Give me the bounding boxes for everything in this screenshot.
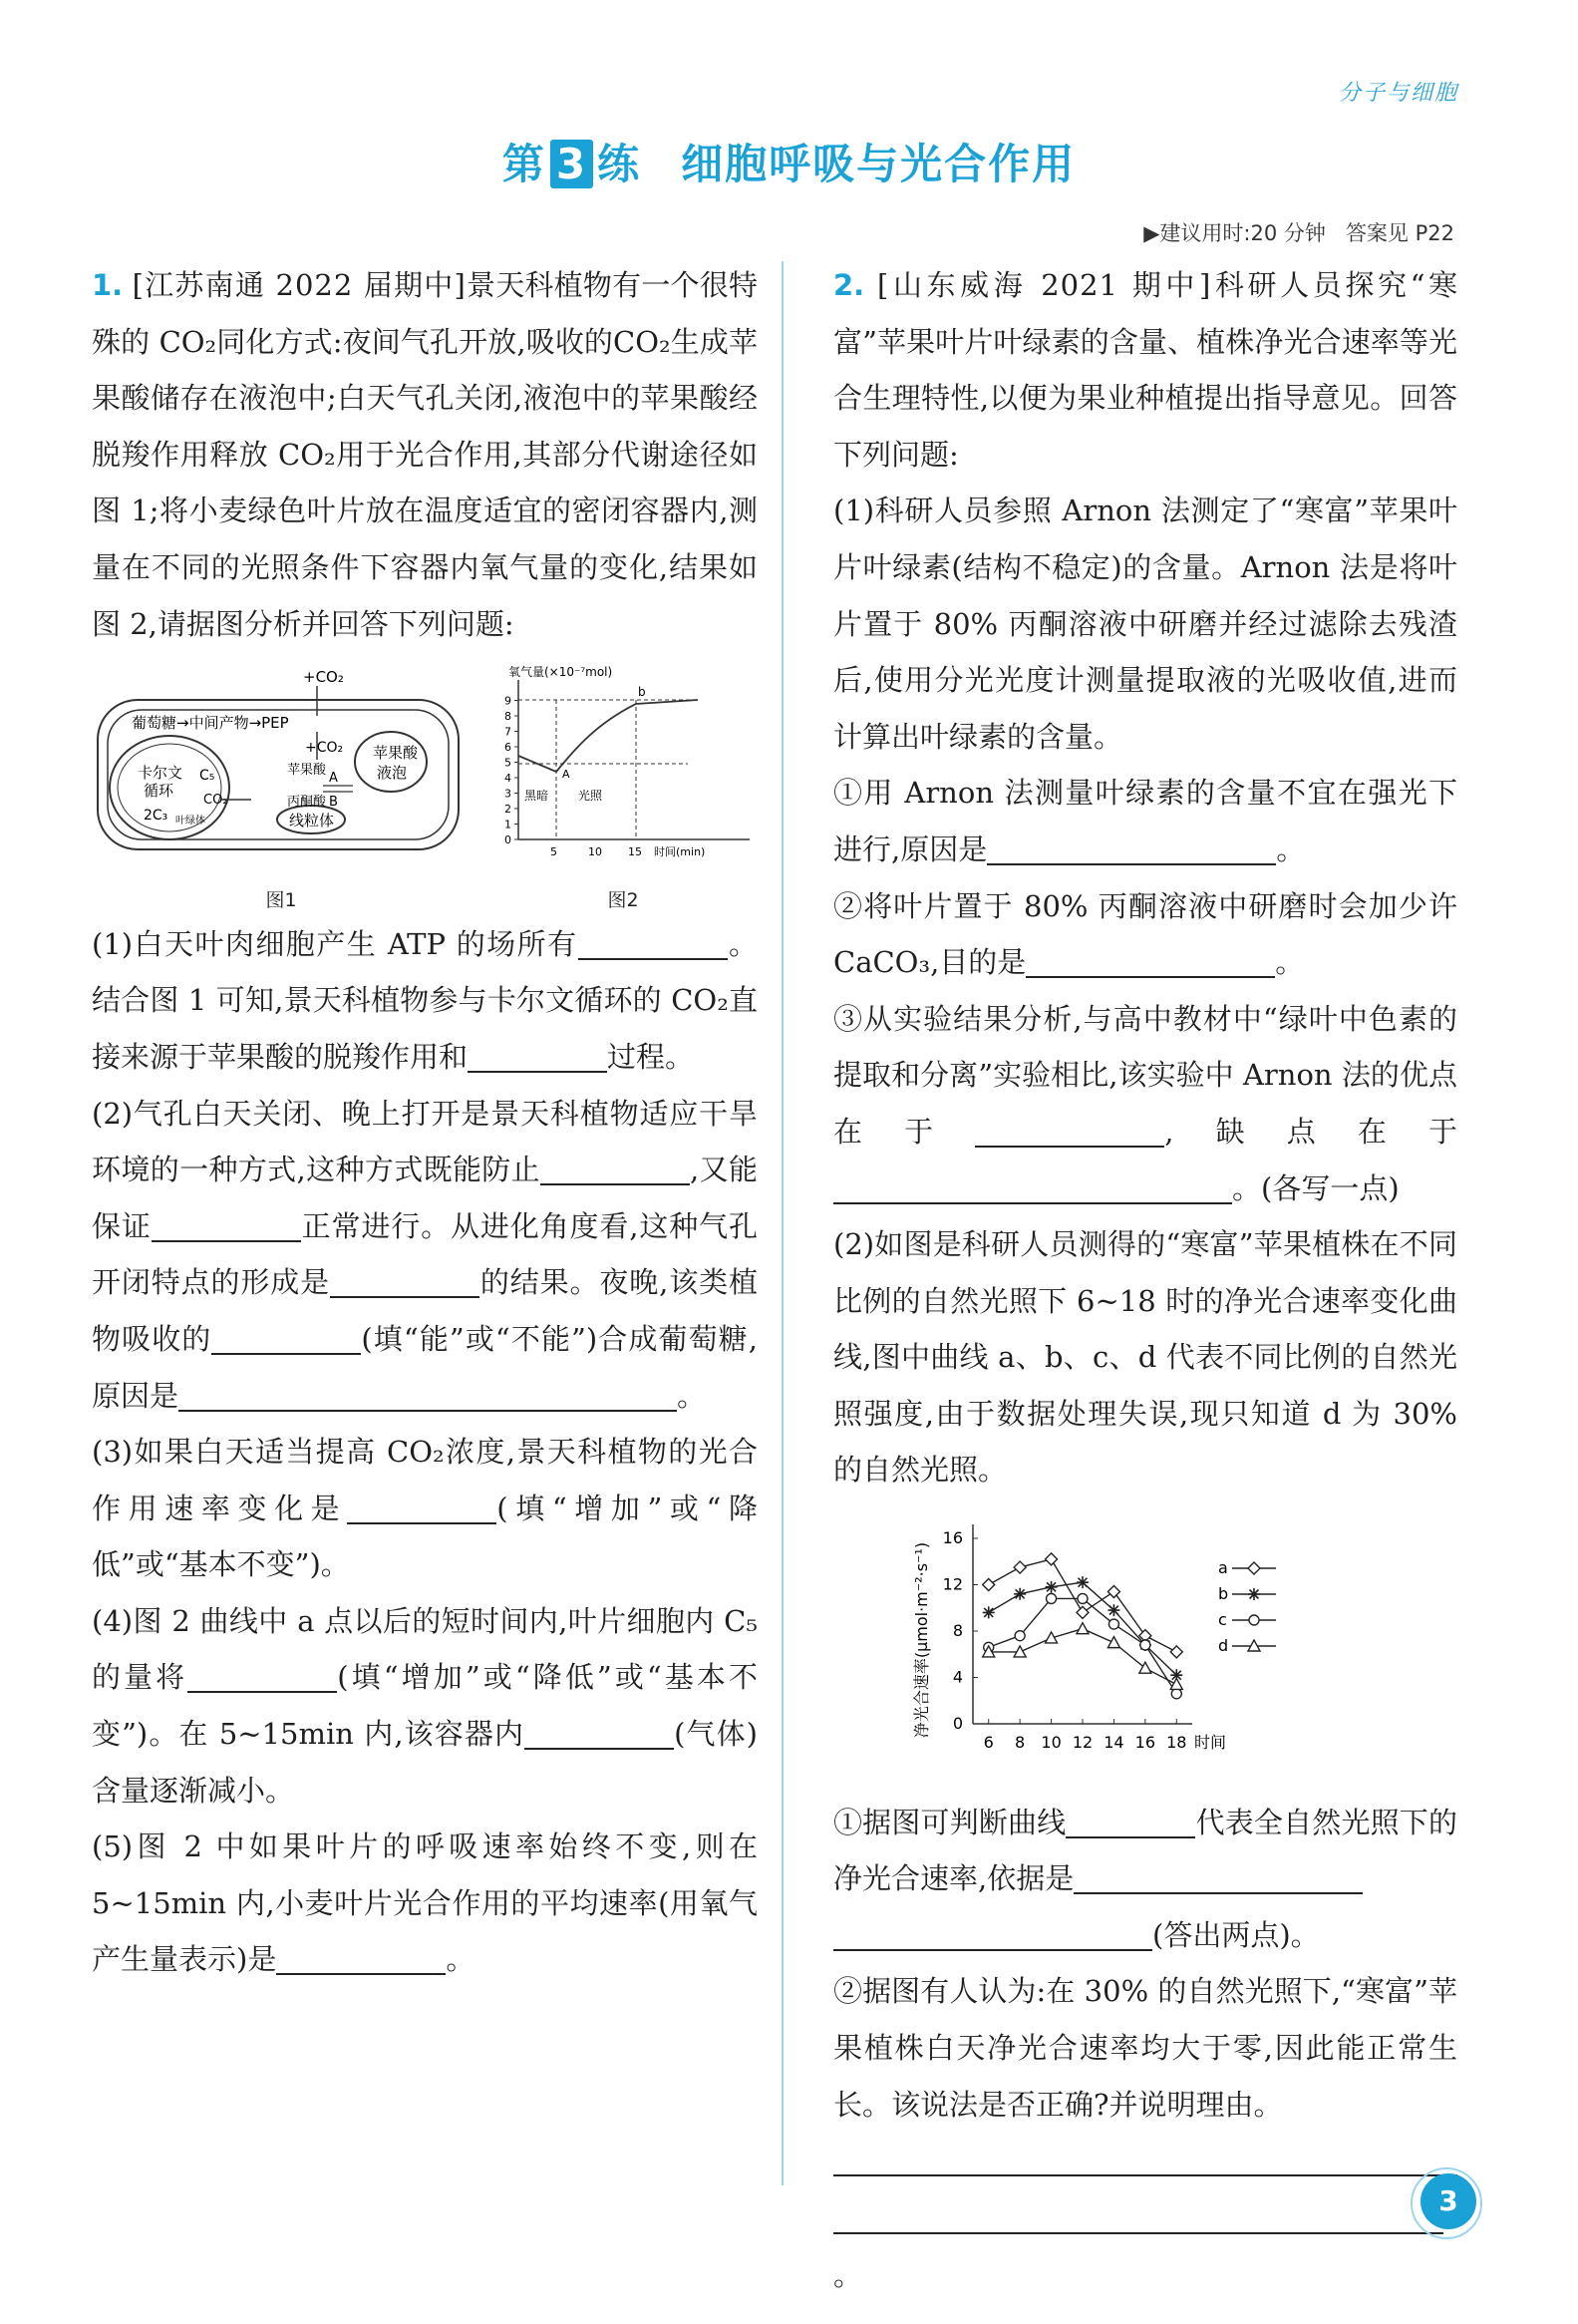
fig1-pyruvate: 丙酮酸 bbox=[287, 795, 327, 811]
y-tick-label: 12 bbox=[942, 1574, 963, 1594]
column-divider bbox=[782, 261, 784, 2185]
answer-blank[interactable] bbox=[347, 1493, 496, 1524]
q1-p5-text-a: (5)图 2 中如果叶片的呼吸速率始终不变,则在 5~15min 内,小麦叶片光合作用的平均速率(用氧气产生量表示)是 bbox=[92, 1829, 758, 1977]
q2-sub-2 bbox=[833, 878, 1457, 991]
q1-p2-text-e: (填“能”或“不能”)合成葡萄糖,原因是 bbox=[92, 1321, 758, 1413]
data-point-a bbox=[1107, 1586, 1119, 1598]
q2-sub-4 bbox=[833, 1795, 1457, 1964]
x-tick-label: 10 bbox=[1041, 1733, 1062, 1753]
fig1-label-a: A bbox=[329, 771, 338, 787]
section-tag: 分子与细胞 bbox=[1338, 81, 1458, 106]
figure-1 bbox=[92, 660, 471, 912]
fig1-vacuole-1: 苹果酸 bbox=[373, 744, 419, 763]
answer-blank[interactable] bbox=[276, 1943, 446, 1975]
answer-blank[interactable] bbox=[578, 928, 728, 960]
data-point-c bbox=[1015, 1631, 1025, 1641]
chart-xlabel: 时间 bbox=[1194, 1733, 1227, 1753]
title-prefix: 第 bbox=[501, 140, 546, 188]
y-tick-label: 16 bbox=[942, 1528, 963, 1548]
fig2-point-a: A bbox=[562, 768, 570, 782]
q2-part-2: (2)如图是科研人员测得的“寒富”苹果植株在不同比例的自然光照下 6~18 时的净光合速率变化曲线,图中曲线 a、b、c、d 代表不同比例的自然光照强度,由于数据处理失误,现只知道 d 为 30% 的自然光照。 bbox=[833, 1227, 1457, 1488]
data-point-b bbox=[1046, 1581, 1058, 1593]
q1-figures bbox=[92, 660, 758, 912]
x-tick-label: 12 bbox=[1072, 1733, 1094, 1753]
q2-t2-end: 。 bbox=[833, 2257, 863, 2292]
data-point-d bbox=[1107, 1637, 1119, 1648]
q2-final-line bbox=[833, 2190, 1457, 2303]
answer-blank[interactable] bbox=[152, 1210, 301, 1242]
fig2-xtick-15: 15 bbox=[628, 845, 642, 859]
fig1-c3: 2C₃ bbox=[144, 808, 168, 825]
fig1-calvin-2: 循环 bbox=[144, 782, 174, 801]
title-text: 细胞呼吸与光合作用 bbox=[681, 140, 1077, 188]
data-point-c bbox=[1047, 1594, 1057, 1604]
q1-p4-text-c: (气体)含量逐渐减小。 bbox=[92, 1717, 758, 1808]
y-tick-label: 4 bbox=[952, 1667, 963, 1687]
answer-blank[interactable] bbox=[524, 1718, 674, 1750]
fig1-calvin-1: 卡尔文 bbox=[138, 764, 183, 783]
data-point-d bbox=[1077, 1623, 1089, 1634]
fig2-ytick-label: 3 bbox=[504, 787, 511, 801]
answer-blank[interactable] bbox=[178, 1380, 677, 1412]
question-2 bbox=[833, 257, 1457, 2303]
answer-blank[interactable] bbox=[1074, 1862, 1363, 1894]
fig1-mitochondria: 线粒体 bbox=[289, 812, 335, 830]
data-point-b bbox=[1107, 1604, 1119, 1616]
question-1 bbox=[92, 257, 758, 1988]
fig2-ytick-label: 9 bbox=[504, 694, 511, 708]
q2-sub-1 bbox=[833, 765, 1457, 877]
fig2-xtick-10: 10 bbox=[588, 845, 602, 859]
q1-p1-text-a: (1)白天叶肉细胞产生 ATP 的场所有 bbox=[92, 926, 578, 961]
q2-sub-5: ②据图有人认为:在 30% 的自然光照下,“寒富”苹果植株白天净光合速率均大于零,因此能正常生长。该说法是否正确?并说明理由。 bbox=[833, 1974, 1457, 2122]
fig1-glucose-chain: 葡萄糖→中间产物→PEP bbox=[132, 714, 289, 733]
q1-p4-text-b: (填“增加”或“降低”或“基本不变”)。在 5~15min 内,该容器内 bbox=[92, 1660, 758, 1752]
x-tick-label: 18 bbox=[1166, 1733, 1187, 1753]
y-tick-label: 0 bbox=[952, 1714, 963, 1734]
fig1-co2-top: +CO₂ bbox=[303, 668, 344, 687]
answer-blank[interactable] bbox=[833, 1172, 1232, 1204]
q1-p2-text-f: 。 bbox=[677, 1378, 707, 1413]
fig2-ytick-label: 5 bbox=[504, 756, 511, 770]
answer-blank[interactable] bbox=[833, 2202, 1443, 2234]
q2-part-1: (1)科研人员参照 Arnon 法测定了“寒富”苹果叶片叶绿素(结构不稳定)的含量。Arnon 法是将叶片置于 80% 丙酮溶液中研磨并经过滤除去残渣后,使用分光光度计测量提取液的光吸收值,进而计算出叶绿素的含量。 bbox=[833, 494, 1457, 754]
q1-number: 1. bbox=[92, 268, 124, 302]
answer-ref: 答案见 P22 bbox=[1345, 221, 1454, 245]
x-tick-label: 14 bbox=[1104, 1733, 1124, 1753]
fig1-chloroplast: 叶绿体 bbox=[175, 816, 205, 828]
data-point-c bbox=[1140, 1640, 1150, 1650]
q1-part-1 bbox=[92, 916, 758, 1086]
answer-blank[interactable] bbox=[540, 1154, 690, 1185]
answer-blank[interactable] bbox=[975, 1116, 1164, 1148]
answer-blank[interactable] bbox=[987, 833, 1276, 865]
answer-blank[interactable] bbox=[1026, 946, 1275, 978]
q1-p3-text-b: (填“增加”或“降低”或“基本不变”)。 bbox=[92, 1491, 758, 1582]
fig2-light-label: 光照 bbox=[578, 789, 603, 804]
legend-label-a: a bbox=[1218, 1558, 1228, 1578]
q2-number: 2. bbox=[833, 268, 865, 302]
answer-blank[interactable] bbox=[187, 1661, 337, 1693]
fig1-vacuole-2: 液泡 bbox=[377, 764, 408, 783]
data-point-a bbox=[1170, 1646, 1182, 1658]
q1-source: [江苏南通 2022 届期中] bbox=[132, 268, 467, 302]
q1-stem-text: 景天科植物有一个很特殊的 CO₂同化方式:夜间气孔开放,吸收的CO₂生成苹果酸储存在液泡中;白天气孔关闭,液泡中的苹果酸经脱羧作用释放 CO₂用于光合作用,其部分代谢途径如图 1;将小麦绿色叶片放在温度适宜的密闭容器内,测量在不同的光照条件下容器内氧气量的变化,结果如图 2,请据图分析并回答下列问题: bbox=[92, 268, 758, 641]
data-point-c bbox=[1171, 1689, 1181, 1699]
page-title bbox=[0, 132, 1578, 191]
data-point-c bbox=[1108, 1619, 1118, 1629]
data-point-b bbox=[1077, 1576, 1089, 1588]
q2-source: [山东威海 2021 期中] bbox=[877, 268, 1212, 302]
q2-t1-text-b: 代表全自然光照下的净光合速率,依据是 bbox=[833, 1805, 1457, 1896]
data-point-a bbox=[1046, 1553, 1058, 1565]
q2-s2-text-a: ②将叶片置于 80% 丙酮溶液中研磨时会加少许 CaCO₃,目的是 bbox=[833, 888, 1457, 980]
fig2-ytick-label: 8 bbox=[504, 710, 511, 724]
fig2-dark-label: 黑暗 bbox=[524, 789, 549, 804]
fig2-ytick-label: 6 bbox=[504, 741, 511, 755]
q1-p3-text-a: (3)如果白天适当提高 CO₂浓度,景天科植物的光合作用速率变化是 bbox=[92, 1435, 758, 1525]
figure-1-diagram bbox=[92, 660, 471, 869]
fig2-ytick-label: 2 bbox=[504, 803, 511, 817]
q1-p1-text-b: 。结合图 1 可知,景天科植物参与卡尔文循环的 CO₂直接来源于苹果酸的脱羧作用和 bbox=[92, 926, 758, 1074]
meta-line bbox=[1143, 217, 1454, 247]
page-number: 3 bbox=[1420, 2173, 1476, 2229]
figure-1-caption: 图1 bbox=[265, 888, 297, 911]
q2-s1-text-b: 。 bbox=[1276, 831, 1306, 866]
legend-marker-b bbox=[1248, 1588, 1260, 1600]
q1-part-3 bbox=[92, 1424, 758, 1593]
q2-s3-text-a: ③从实验结果分析,与高中教材中“绿叶中色素的提取和分离”实验相比,该实验中 Arnon 法的优点在于 bbox=[833, 1001, 1457, 1149]
x-tick-label: 6 bbox=[983, 1733, 994, 1753]
x-tick-label: 8 bbox=[1015, 1733, 1026, 1753]
q1-p4-text-a: (4)图 2 曲线中 a 点以后的短时间内,叶片细胞内 C₅的量将 bbox=[92, 1603, 758, 1695]
fig2-ytick-label: 1 bbox=[504, 818, 511, 831]
fig1-c5: C₅ bbox=[199, 768, 215, 785]
fig1-label-b: B bbox=[329, 795, 338, 811]
fig2-xtick-5: 5 bbox=[550, 845, 557, 859]
net-photosynthesis-chart bbox=[903, 1510, 1372, 1770]
q1-part-4 bbox=[92, 1593, 758, 1819]
data-point-a bbox=[1014, 1561, 1026, 1573]
data-point-a bbox=[983, 1579, 995, 1591]
legend-label-b: b bbox=[1218, 1584, 1229, 1604]
q1-p2-text-a: (2)气孔白天关闭、晚上打开是景天科植物适应干旱环境的一种方式,这种方式既能防止 bbox=[92, 1096, 758, 1187]
q1-part-2 bbox=[92, 1086, 758, 1425]
title-number: 3 bbox=[550, 140, 593, 188]
fig1-co2-inner: CO₂ bbox=[203, 793, 228, 809]
q2-chart bbox=[903, 1510, 1457, 1789]
figure-2-chart bbox=[488, 660, 758, 869]
q2-stem bbox=[833, 257, 1457, 483]
q1-p2-text-d: 的结果。夜晚,该类植物吸收的 bbox=[92, 1265, 758, 1356]
q1-p1-text-c: 过程。 bbox=[607, 1039, 695, 1074]
q1-p2-text-b: ,又能保证 bbox=[92, 1153, 758, 1243]
data-point-b bbox=[983, 1606, 995, 1618]
legend-label-c: c bbox=[1218, 1610, 1227, 1630]
answer-line[interactable] bbox=[833, 2133, 1457, 2176]
fig2-ytick-label: 4 bbox=[504, 772, 511, 786]
q2-s3-text-c: 。(各写一点) bbox=[1232, 1170, 1400, 1205]
answer-blank[interactable] bbox=[833, 1919, 1152, 1951]
q2-sub-3 bbox=[833, 991, 1457, 1216]
x-tick-label: 16 bbox=[1134, 1733, 1156, 1753]
q2-s2-text-b: 。 bbox=[1275, 945, 1305, 980]
suggested-time: ▶建议用时:20 分钟 bbox=[1143, 221, 1326, 245]
q2-s1-text-a: ①用 Arnon 法测量叶绿素的含量不宜在强光下进行,原因是 bbox=[833, 776, 1457, 866]
answer-blank[interactable] bbox=[468, 1041, 607, 1073]
data-point-a bbox=[1077, 1606, 1089, 1618]
chart-ylabel: 净光合速率(μmol·m⁻²·s⁻¹) bbox=[912, 1541, 931, 1739]
fig2-xlabel: 时间(min) bbox=[654, 845, 706, 859]
fig2-ylabel: 氧气量(×10⁻⁷mol) bbox=[508, 665, 613, 680]
q2-s3-text-b: ,缺点在于 bbox=[1164, 1114, 1457, 1149]
legend-marker-c bbox=[1249, 1615, 1259, 1625]
q1-part-5 bbox=[92, 1819, 758, 1988]
q1-stem bbox=[92, 257, 758, 652]
q2-t1-text-a: ①据图可判断曲线 bbox=[833, 1805, 1067, 1839]
title-suffix: 练 bbox=[597, 140, 642, 188]
data-point-d bbox=[1046, 1632, 1058, 1643]
answer-blank[interactable] bbox=[1066, 1807, 1195, 1838]
figure-2 bbox=[488, 660, 758, 912]
figure-2-caption: 图2 bbox=[607, 888, 639, 911]
data-point-d bbox=[1170, 1679, 1182, 1690]
fig1-co2-mid: +CO₂ bbox=[305, 740, 344, 757]
data-point-b bbox=[1014, 1588, 1026, 1600]
legend-label-d: d bbox=[1218, 1636, 1229, 1656]
fig2-ytick-label: 7 bbox=[504, 725, 511, 739]
q2-stem-text: 科研人员探究“寒富”苹果叶片叶绿素的含量、植株净光合速率等光合生理特性,以便为果业种植提出指导意见。回答下列问题: bbox=[833, 268, 1458, 472]
q1-p5-text-b: 。 bbox=[446, 1942, 475, 1977]
fig1-malic-acid: 苹果酸 bbox=[287, 763, 327, 779]
q1-p2-text-c: 正常进行。从进化角度看,这种气孔开闭特点的形成是 bbox=[92, 1208, 758, 1300]
fig2-point-b: b bbox=[638, 685, 646, 700]
data-point-c bbox=[1078, 1594, 1088, 1604]
y-tick-label: 8 bbox=[952, 1621, 963, 1641]
answer-blank[interactable] bbox=[211, 1323, 361, 1355]
legend-marker-a bbox=[1248, 1562, 1260, 1574]
answer-blank[interactable] bbox=[330, 1266, 479, 1298]
q2-t1-text-c: (答出两点)。 bbox=[1152, 1917, 1320, 1952]
fig2-ytick-label: 0 bbox=[504, 833, 511, 847]
data-point-d bbox=[1139, 1662, 1151, 1673]
